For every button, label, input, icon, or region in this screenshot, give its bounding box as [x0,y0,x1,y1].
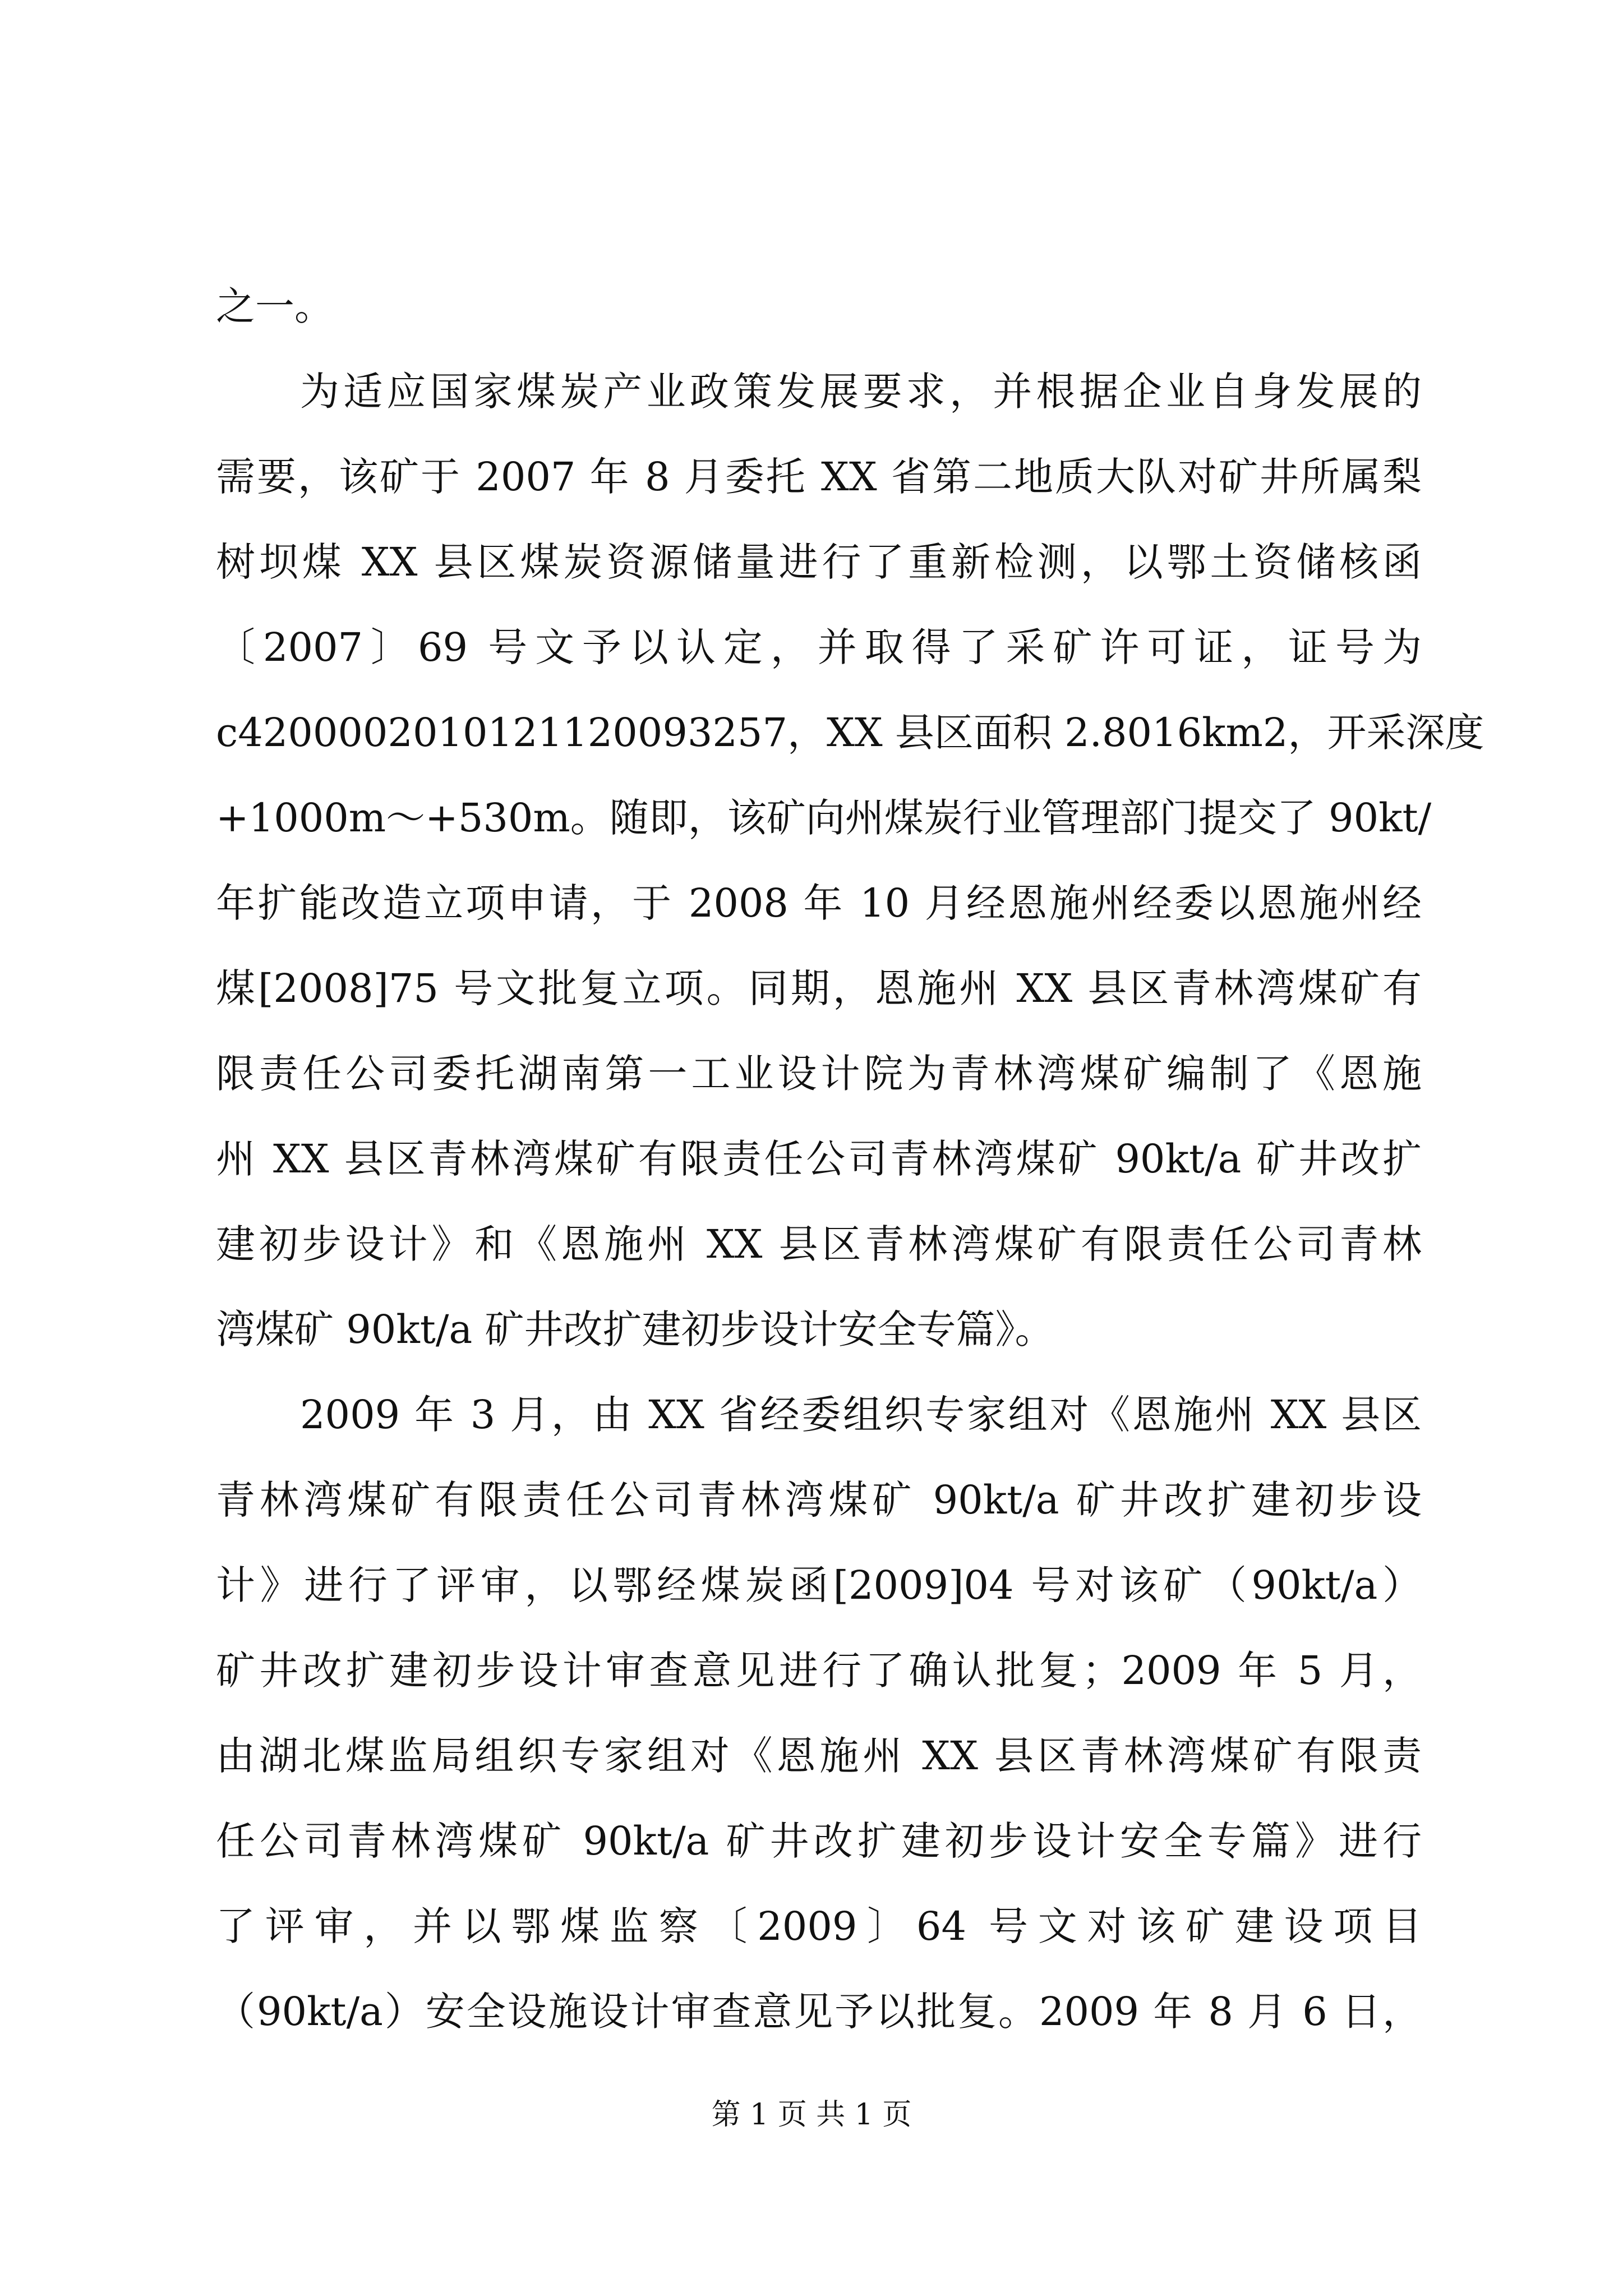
text-line: +1000m～+530m。随即，该矿向州煤炭行业管理部门提交了 90kt/ [216,795,1432,841]
text-line: 〔2007〕69 号文予以认定，并取得了采矿许可证，证号为 [216,624,1422,670]
text-line: c4200002010121120093257，XX 县区面积 2.8016km2，开采深度 [216,710,1484,756]
text-line: 州 XX 县区青林湾煤矿有限责任公司青林湾煤矿 90kt/a 矿井改扩 [216,1136,1422,1182]
page-number-label: 第 1 页 共 1 页 [711,2098,912,2132]
text-line: （90kt/a）安全设施设计审查意见予以批复。2009 年 8 月 6 日， [216,1989,1422,2035]
document-body [216,264,1484,2054]
text-line: 2009 年 3 月，由 XX 省经委组织专家组对《恩施州 XX 县区 [300,1392,1422,1438]
text-line: 由湖北煤监局组织专家组对《恩施州 XX 县区青林湾煤矿有限责 [216,1733,1422,1779]
text-line: 了评审，并以鄂煤监察〔2009〕64 号文对该矿建设项目 [216,1903,1422,1949]
text-line: 矿井改扩建初步设计审查意见进行了确认批复；2009 年 5 月， [216,1648,1422,1694]
page-footer [0,2095,1623,2134]
text-line: 任公司青林湾煤矿 90kt/a 矿井改扩建初步设计安全专篇》进行 [216,1818,1422,1864]
text-line: 需要，该矿于 2007 年 8 月委托 XX 省第二地质大队对矿井所属梨 [216,454,1422,500]
text-line: 为适应国家煤炭产业政策发展要求，并根据企业自身发展的 [300,369,1422,415]
text-line: 计》进行了评审，以鄂经煤炭函[2009]04 号对该矿（90kt/a） [216,1562,1422,1608]
text-line: 湾煤矿 90kt/a 矿井改扩建初步设计安全专篇》。 [216,1306,1054,1352]
text-line: 之一。 [216,283,334,329]
text-line: 年扩能改造立项申请，于 2008 年 10 月经恩施州经委以恩施州经 [216,880,1422,926]
text-line: 建初步设计》和《恩施州 XX 县区青林湾煤矿有限责任公司青林 [216,1221,1422,1267]
text-line: 青林湾煤矿有限责任公司青林湾煤矿 90kt/a 矿井改扩建初步设 [216,1477,1422,1523]
text-line: 树坝煤 XX 县区煤炭资源储量进行了重新检测，以鄂土资储核函 [216,539,1422,585]
text-line: 限责任公司委托湖南第一工业设计院为青林湾煤矿编制了《恩施 [216,1051,1422,1097]
text-line: 煤[2008]75 号文批复立项。同期，恩施州 XX 县区青林湾煤矿有 [216,965,1422,1011]
